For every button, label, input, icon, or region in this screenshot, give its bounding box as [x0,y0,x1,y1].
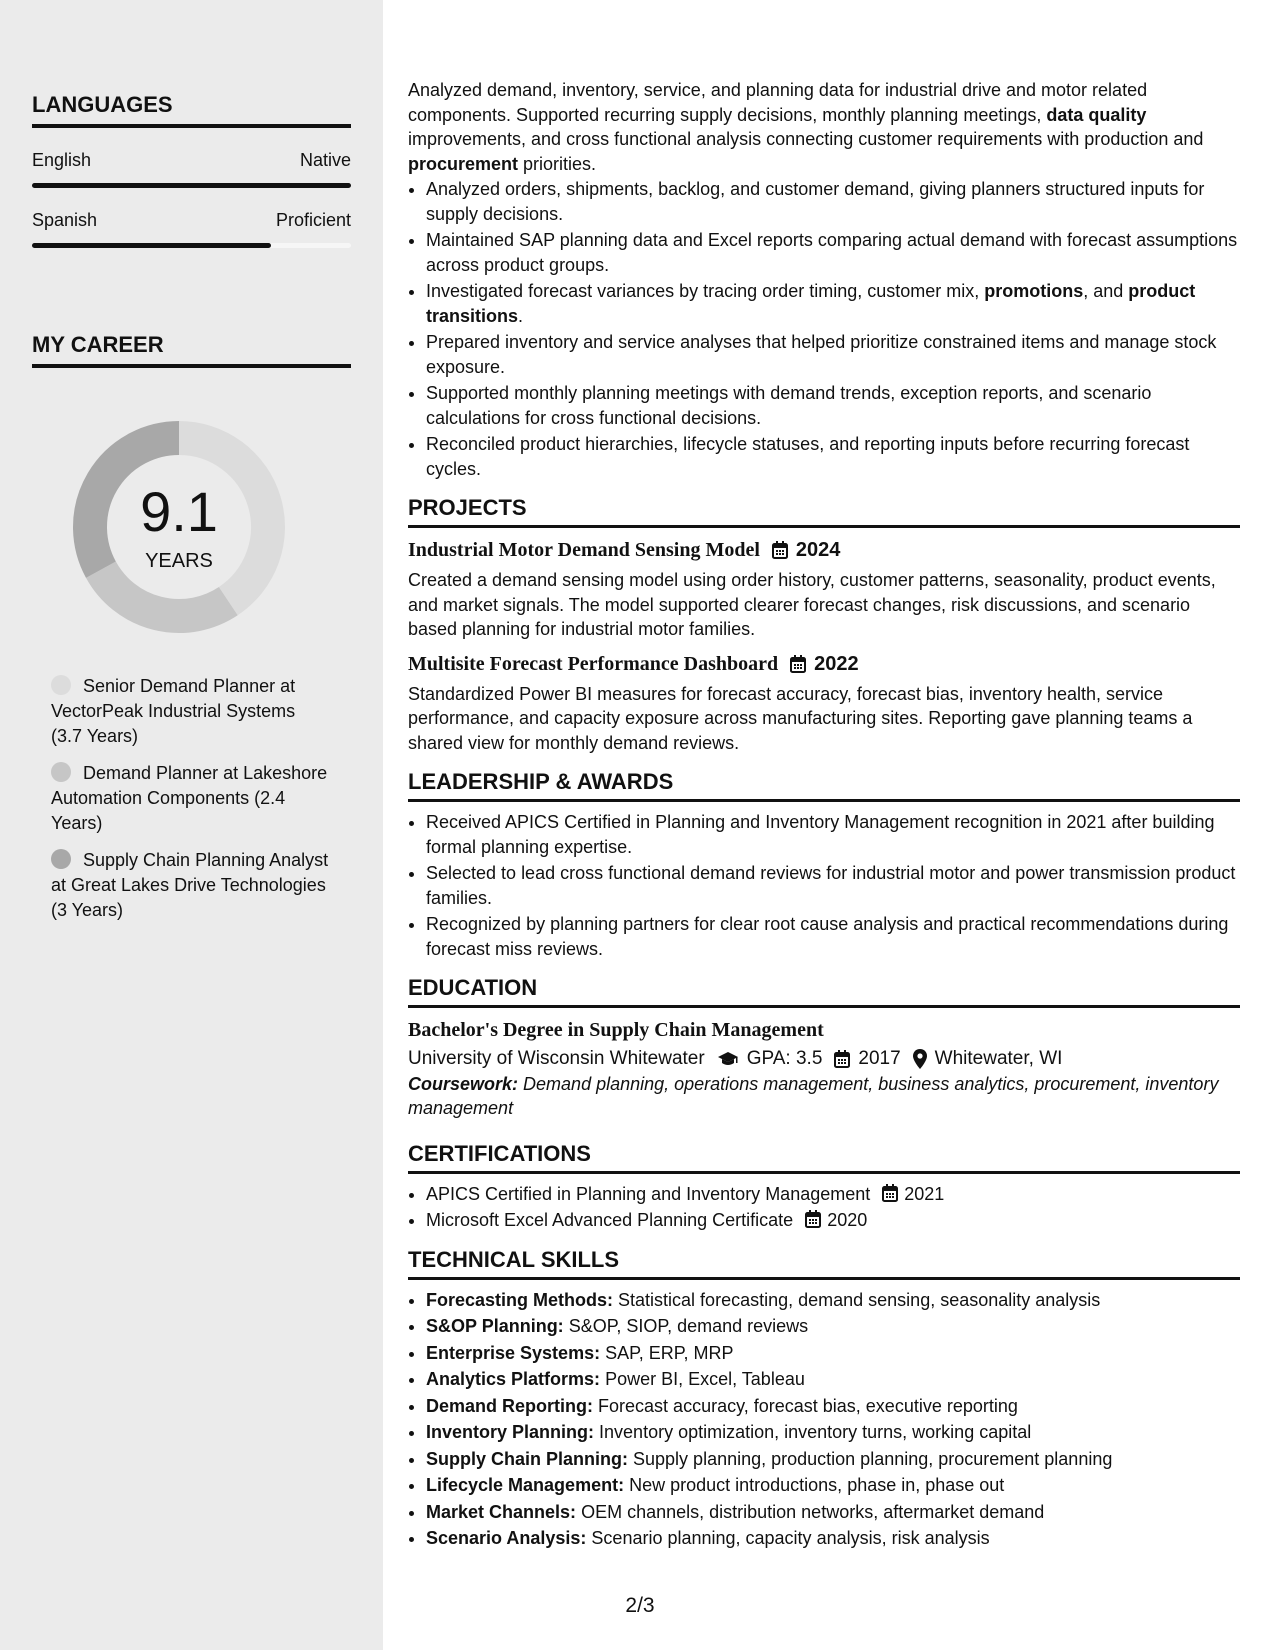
career-years-label: YEARS [145,550,213,572]
skill-value: Inventory optimization, inventory turns, working capital [599,1422,1032,1442]
skill-item [426,1367,1240,1392]
coursework [408,1072,1240,1121]
summary-text: Analyzed demand, inventory, service, and planning data for industrial drive and motor related components. Supported recurring supply decisions, monthly planning meetings, [408,80,1148,125]
skills-heading: TECHNICAL SKILLS [408,1245,1240,1280]
page-number: 2/3 [625,1594,655,1617]
summary-bold: procurement [408,153,519,174]
coursework-label: Coursework: [408,1073,519,1094]
experience-bullet: • Analyzed orders, shipments, backlog, and customer demand, giving planners structured inputs for supply decisions. [426,177,1240,226]
calendar-icon [882,1184,898,1202]
skill-value: Scenario planning, capacity analysis, risk analysis [591,1528,990,1548]
language-name: English [32,150,92,170]
leadership-heading: LEADERSHIP & AWARDS [408,767,1240,802]
career-legend [51,674,331,935]
skill-item [426,1447,1240,1472]
graduation-year: 2017 [858,1048,901,1069]
certification-year: 2021 [904,1183,945,1204]
skill-label: Inventory Planning: [426,1422,595,1442]
skill-value: SAP, ERP, MRP [605,1342,734,1363]
project-year: 2024 [795,539,841,561]
bullet-bold: product transitions [426,281,1196,326]
calendar-icon [834,1050,850,1068]
calendar-icon [790,655,806,673]
donut-segment-2 [101,570,228,616]
skill-value: Statistical forecasting, demand sensing, seasonality analysis [618,1289,1101,1310]
skill-label: Enterprise Systems: [426,1342,601,1363]
project-year: 2022 [814,652,859,675]
career-donut-chart [66,414,292,640]
experience-bullet: • Supported monthly planning meetings with demand trends, exception reports, and scenario calculations for cross functional decisions. [426,381,1240,430]
skill-item [426,1420,1240,1445]
experience-bullet: • Reconciled product hierarchies, lifecycle statuses, and reporting inputs before recurring forecast cycles. [426,432,1240,481]
language-proficiency-fill [32,243,271,248]
career-role-text: Senior Demand Planner at VectorPeak Industrial Systems (3.7 Years) [51,676,296,746]
legend-dot [51,675,71,695]
project-item [408,537,1240,642]
certifications-heading: CERTIFICATIONS [408,1139,1240,1174]
skill-item [426,1288,1240,1313]
skill-value: Power BI, Excel, Tableau [605,1369,805,1389]
certification-name: Microsoft Excel Advanced Planning Certificate [426,1210,794,1230]
skills-list [408,1288,1240,1551]
bullet-text: , and [1083,281,1129,301]
skill-label: Scenario Analysis: [426,1528,587,1548]
leadership-item: • Selected to lead cross functional demand reviews for industrial motor and power transmission product families. [426,861,1240,910]
language-proficiency-bar [32,183,351,188]
leadership-item: • Received APICS Certified in Planning and Inventory Management recognition in 2021 after building formal planning expertise. [426,810,1240,859]
language-proficiency-fill [32,183,351,188]
projects-heading: PROJECTS [408,493,1240,528]
education-meta [408,1047,1240,1072]
skill-item [426,1500,1240,1525]
main-content [408,78,1240,1553]
experience-bullet [426,279,1240,328]
skill-label: Analytics Platforms: [426,1369,601,1389]
skill-value: S&OP, SIOP, demand reviews [568,1316,809,1336]
project-description: Created a demand sensing model using order history, customer patterns, seasonality, product events, and market signals. The model supported clearer forecast changes, risk discussions, and scenario based planning for industrial motor families. [408,570,1216,639]
languages-section [32,92,351,248]
summary-bold: data quality [1046,104,1147,125]
skill-item [426,1473,1240,1498]
experience-bullet: • Prepared inventory and service analyses that helped prioritize constrained items and manage stock exposure. [426,330,1240,379]
project-description: Standardized Power BI measures for forecast accuracy, forecast bias, inventory health, service performance, and capacity exposure across manufacturing sites. Reporting gave planning teams a shared view for monthly demand reviews. [408,683,1193,753]
skill-label: Demand Reporting: [426,1395,594,1416]
language-level: Proficient [275,210,351,230]
graduation-cap-icon [717,1051,739,1067]
education-heading: EDUCATION [408,973,1240,1008]
skill-label: Forecasting Methods: [426,1289,614,1310]
skill-label: Market Channels: [426,1501,577,1522]
career-role [51,848,331,923]
skill-value: Supply planning, production planning, procurement planning [633,1448,1113,1469]
skill-item [426,1526,1240,1551]
languages-heading: LANGUAGES [32,92,351,128]
legend-dot [51,849,71,869]
career-section [32,332,351,368]
career-role-text: Supply Chain Planning Analyst at Great Lakes Drive Technologies (3 Years) [51,850,329,920]
certification-name: APICS Certified in Planning and Inventory Management [426,1183,871,1204]
language-name: Spanish [32,210,98,230]
calendar-icon [772,541,788,559]
leadership-list [408,810,1240,961]
certification-year: 2020 [827,1210,868,1230]
bullet-text: . [518,305,524,326]
certification-item [426,1208,1240,1233]
career-role-text: Demand Planner at Lakeshore Automation Components (2.4 Years) [51,763,328,833]
summary-text: improvements, and cross functional analysis connecting customer requirements with production and [408,129,1204,149]
school-name: University of Wisconsin Whitewater [408,1048,705,1069]
gpa: GPA: 3.5 [746,1048,823,1069]
skill-value: OEM channels, distribution networks, aftermarket demand [581,1501,1045,1522]
sidebar [0,0,383,1650]
school-location: Whitewater, WI [934,1048,1063,1069]
project-title: Multisite Forecast Performance Dashboard [408,652,779,675]
skill-label: Supply Chain Planning: [426,1448,628,1469]
career-role [51,674,331,749]
experience-bullet: • Maintained SAP planning data and Excel reports comparing actual demand with forecast assumptions across product groups. [426,228,1240,277]
career-role [51,761,331,836]
legend-dot [51,762,71,782]
location-pin-icon [913,1049,927,1069]
language-proficiency-bar [32,243,351,248]
skill-item [426,1314,1240,1339]
project-item [408,651,1240,756]
summary-text: priorities. [518,153,597,174]
certification-item [426,1182,1240,1207]
language-level: Native [299,150,351,170]
skill-item [426,1341,1240,1366]
bullet-bold: promotions [984,281,1084,301]
skill-item [426,1394,1240,1419]
language-english [32,150,351,188]
calendar-icon [805,1210,821,1228]
skill-label: Lifecycle Management: [426,1475,625,1495]
degree-title: Bachelor's Degree in Supply Chain Management [408,1019,824,1041]
skill-value: New product introductions, phase in, phase out [629,1475,1005,1495]
coursework-text: Demand planning, operations management, business analytics, procurement, inventory management [408,1073,1219,1118]
career-total-years: 9.1 [140,480,218,543]
certifications-list [408,1182,1240,1233]
leadership-item: • Recognized by planning partners for clear root cause analysis and practical recommendations during forecast miss reviews. [426,912,1240,961]
skill-value: Forecast accuracy, forecast bias, executive reporting [598,1395,1018,1416]
career-heading: MY CAREER [32,332,351,368]
language-spanish [32,210,351,248]
skill-label: S&OP Planning: [426,1316,564,1336]
project-title: Industrial Motor Demand Sensing Model [408,539,760,561]
experience-summary [408,78,1240,176]
experience-bullets [408,177,1240,481]
bullet-text: Investigated forecast variances by tracing order timing, customer mix, [426,281,985,301]
